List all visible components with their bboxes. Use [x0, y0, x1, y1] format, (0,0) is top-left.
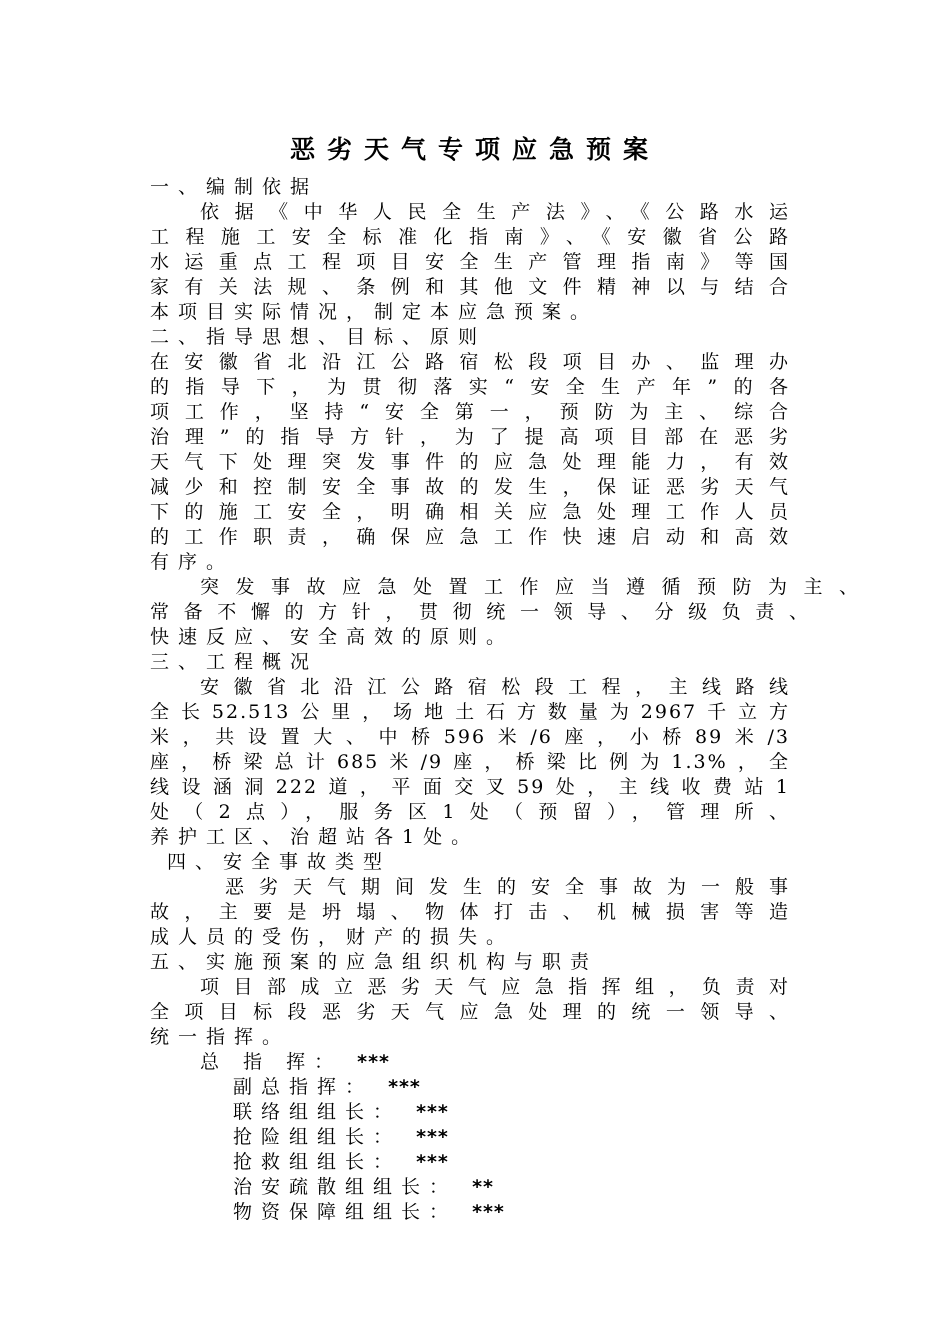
paragraph-line: 养护工区、治超站各1处。	[150, 826, 480, 848]
roster-line-liaison	[150, 1100, 790, 1125]
paragraph-line: 恶劣天气期间发生的安全事故为一般事	[225, 876, 790, 898]
paragraph-line: 安徽省北沿江公路宿松段工程，主线路线	[200, 676, 790, 698]
roster-line-deputy	[150, 1075, 790, 1100]
roster-value: **	[472, 1176, 494, 1198]
paragraph-line: 处（2点），服务区1处（预留），管理所、	[150, 801, 790, 823]
roster-line-firstaid	[150, 1150, 790, 1175]
paragraph-line: 治理”的指导方针，为了提高项目部在恶劣	[150, 426, 790, 448]
roster-label: 总 指 挥：	[200, 1051, 343, 1073]
roster-label: 物资保障组组长：	[233, 1201, 458, 1223]
roster-line-rescue	[150, 1125, 790, 1150]
roster-value: ***	[388, 1076, 421, 1098]
document-body	[150, 175, 860, 1225]
paragraph-line: 统一指挥。	[150, 1026, 291, 1048]
roster-label: 联络组组长：	[233, 1101, 402, 1123]
roster-value: ***	[416, 1101, 449, 1123]
paragraph-line: 线设涵洞222道，平面交叉59处，主线收费站1	[150, 776, 790, 798]
paragraph-line: 快速反应、安全高效的原则。	[150, 626, 515, 648]
paragraph-line: 成人员的受伤，财产的损失。	[150, 926, 515, 948]
section-heading-3: 三、工程概况	[150, 651, 319, 673]
paragraph-line: 米，共设置大、中桥596米/6座，小桥89米/3	[150, 726, 790, 748]
paragraph-line: 家有关法规、条例和其他文件精神以与结合	[150, 276, 790, 298]
paragraph-line: 下的施工安全，明确相关应急处理工作人员	[150, 501, 790, 523]
roster-value: ***	[357, 1051, 390, 1073]
roster-label: 抢险组组长：	[233, 1126, 402, 1148]
roster-value: ***	[416, 1151, 449, 1173]
paragraph-line: 项目部成立恶劣天气应急指挥组，负责对	[200, 976, 790, 998]
paragraph-line: 的指导下，为贯彻落实“安全生产年”的各	[150, 376, 790, 398]
paragraph-line: 减少和控制安全事故的发生，保证恶劣天气	[150, 476, 790, 498]
section-heading-2: 二、指导思想、目标、原则	[150, 326, 487, 348]
roster-value: ***	[472, 1201, 505, 1223]
roster-label: 副总指挥：	[233, 1076, 374, 1098]
section-heading-5: 五、实施预案的应急组织机构与职责	[150, 951, 599, 973]
paragraph-line: 工程施工安全标准化指南》、《安徽省公路	[150, 226, 790, 248]
roster-value: ***	[416, 1126, 449, 1148]
paragraph-line: 项工作，坚持“安全第一，预防为主、综合	[150, 401, 790, 423]
roster-line-supplies	[150, 1200, 790, 1225]
paragraph-line: 的工作职责，确保应急工作快速启动和高效	[150, 526, 790, 548]
section-heading-4: 四、安全事故类型	[167, 851, 392, 873]
roster-label: 抢救组组长：	[233, 1151, 402, 1173]
paragraph-line: 故，主要是坍塌、物体打击、机械损害等造	[150, 901, 790, 923]
paragraph-line: 天气下处理突发事件的应急处理能力，有效	[150, 451, 790, 473]
paragraph-line: 全项目标段恶劣天气应急处理的统一领导、	[150, 1001, 790, 1023]
section-heading-1: 一、编制依据	[150, 176, 319, 198]
paragraph-line: 依据《中华人民全生产法》、《公路水运	[200, 201, 790, 223]
roster-line-security	[150, 1175, 790, 1200]
paragraph-line: 突发事故应急处置工作应当遵循预防为主、	[200, 576, 860, 598]
roster-label: 治安疏散组组长：	[233, 1176, 458, 1198]
paragraph-line: 座，桥梁总计685米/9座，桥梁比例为1.3%，全	[150, 751, 790, 773]
roster-line-commander	[150, 1050, 790, 1075]
paragraph-line: 常备不懈的方针，贯彻统一领导、分级负责、	[150, 601, 810, 623]
paragraph-line: 全长52.513公里，场地土石方数量为2967千立方	[150, 701, 790, 723]
document-title: 恶劣天气专项应急预案	[289, 135, 660, 164]
paragraph-line: 本项目实际情况，制定本应急预案。	[150, 301, 599, 323]
paragraph-line: 有序。	[150, 551, 235, 573]
paragraph-line: 在安徽省北沿江公路宿松段项目办、监理办	[150, 351, 790, 373]
paragraph-line: 水运重点工程项目安全生产管理指南》等国	[150, 251, 790, 273]
